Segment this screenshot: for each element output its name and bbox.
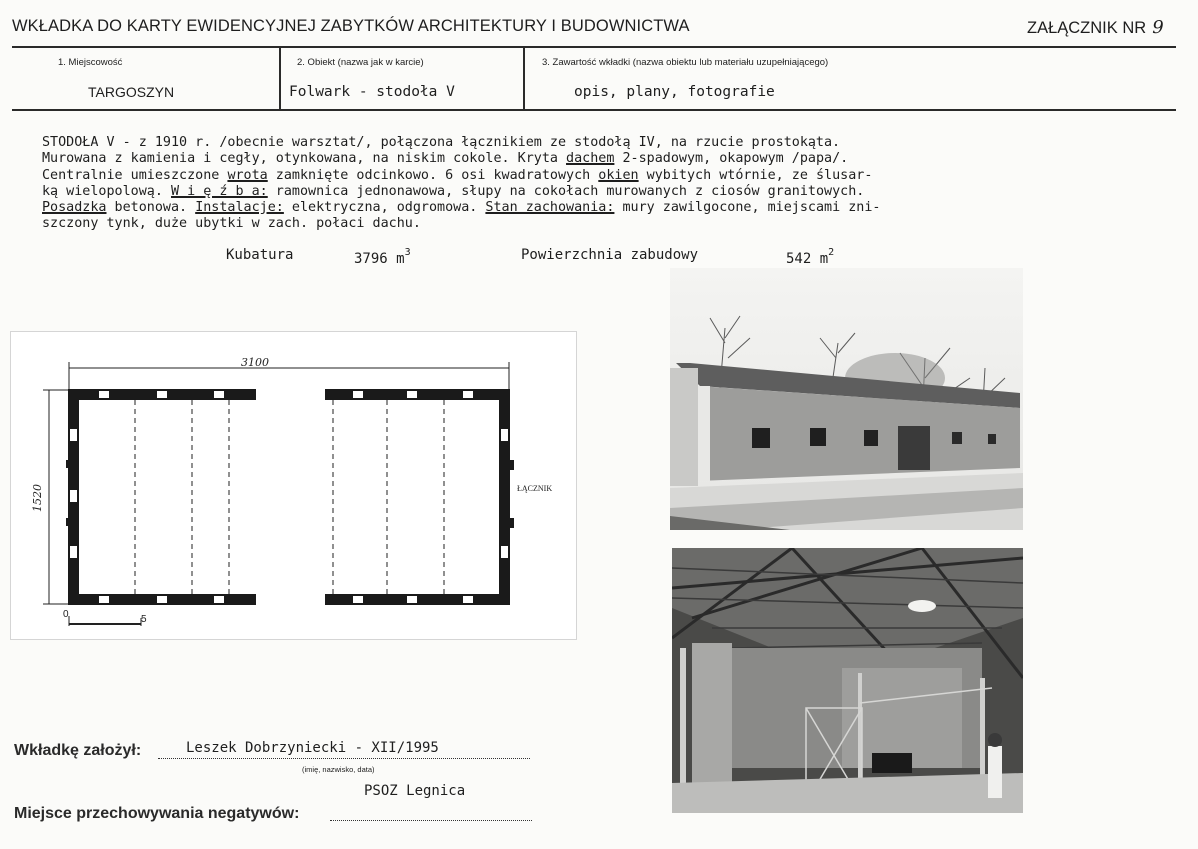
contents-value: opis, plany, fotografie (574, 84, 775, 100)
column-divider-1 (279, 47, 281, 110)
description-line: STODOŁA V - z 1910 r. /obecnie warsztat/, połączona łącznikiem ze stodołą IV, na rzucie prostokąta. (42, 135, 841, 150)
author-value: Leszek Dobrzyniecki - XII/1995 (186, 740, 439, 756)
object-value: Folwark - stodoła V (289, 84, 455, 100)
exterior-photo (670, 268, 1023, 530)
annex-label: ZAŁĄCZNIK NR (1027, 19, 1147, 37)
floor-plan-drawing (11, 332, 576, 639)
interior-photo (672, 548, 1023, 813)
author-dotted-line (158, 758, 530, 759)
description-line: szczony tynk, duże ubytki w zach. połaci dachu. (42, 216, 421, 232)
description-line: Murowana z kamienia i cegły, otynkowana, na niskim cokole. Kryta dachem 2-spadowym, okapowym /papa/. (42, 151, 849, 167)
column-divider-2 (523, 47, 525, 110)
description-line: Posadzka betonowa. Instalacje: elektryczna, odgromowa. Stan zachowania: mury zawilgocone, miejscami zni- (42, 200, 881, 216)
scale-end: 5 (141, 614, 147, 625)
header-rule-top (12, 46, 1176, 48)
plan-connector-label: ŁĄCZNIK (517, 484, 553, 493)
author-caption: (imię, nazwisko, data) (302, 765, 375, 774)
card-title: WKŁADKA DO KARTY EWIDENCYJNEJ ZABYTKÓW ARCHITEKTURY I BUDOWNICTWA (12, 17, 690, 35)
institution-value: PSOZ Legnica (364, 783, 466, 799)
area-value: 542 $m^2$ (786, 247, 835, 267)
scale-start: 0 (63, 609, 69, 620)
header-rule-bottom (12, 109, 1176, 111)
negatives-dotted-line (330, 820, 532, 821)
negatives-label: Miejsce przechowywania negatywów: (14, 805, 300, 822)
plan-height-dimension: 1520 (31, 484, 44, 512)
locality-value: TARGOSZYN (88, 84, 175, 100)
locality-label: 1. Miejscowość (58, 57, 123, 68)
plan-width-dimension: 3100 (241, 356, 269, 369)
floor-plan (10, 331, 577, 640)
contents-label: 3. Zawartość wkładki (nazwa obiektu lub materiału uzupełniającego) (542, 57, 829, 68)
author-label: Wkładkę założył: (14, 742, 142, 759)
volume-value: 3796 $m^3$ (354, 247, 411, 267)
area-label: Powierzchnia zabudowy (521, 247, 699, 263)
description-line: Centralnie umieszczone wrota zamknięte odcinkowo. 6 osi kwadratowych okien wybitych wtórnie, ze ślusar- (42, 167, 873, 183)
description-line: ką wielopolową. W i ę ź b a: ramownica jednonawowa, słupy na cokołach murowanych z ciosów granitowych. (42, 183, 865, 199)
object-label: 2. Obiekt (nazwa jak w karcie) (297, 57, 424, 68)
volume-label: Kubatura (226, 247, 294, 263)
annex-number: 9 (1152, 17, 1164, 38)
description-text (42, 135, 1162, 233)
annex-label-group (1027, 17, 1164, 38)
